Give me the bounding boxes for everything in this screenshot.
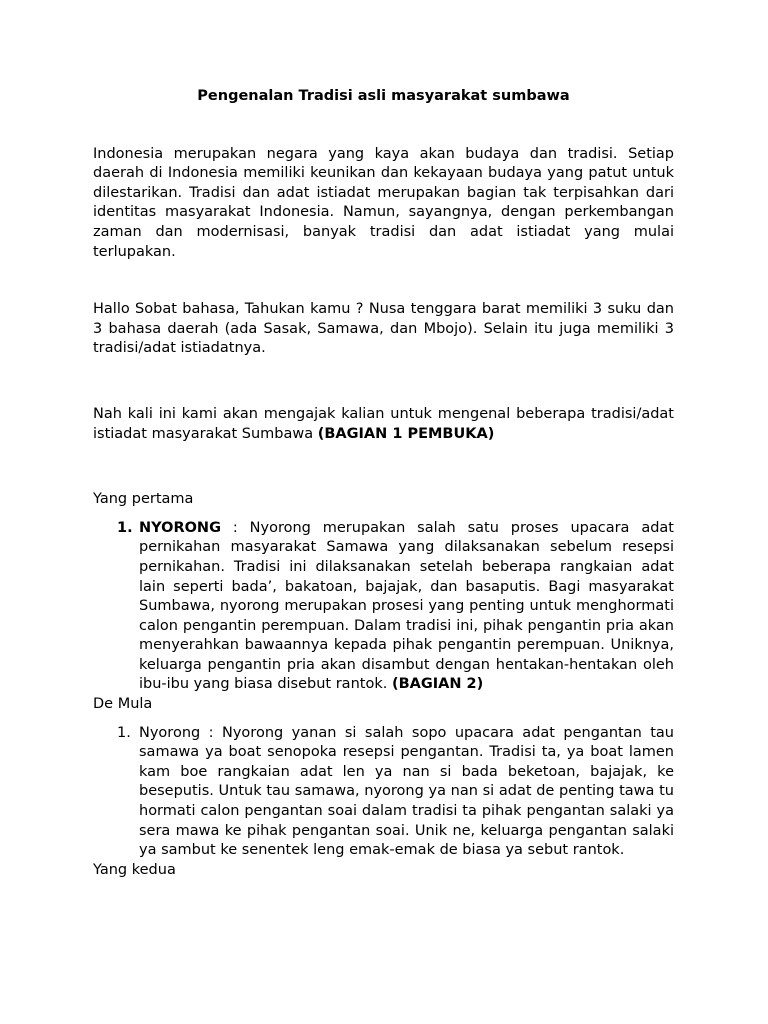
term-nyorong: NYORONG	[139, 519, 221, 536]
document-title: Pengenalan Tradisi asli masyarakat sumbawa	[197, 88, 570, 104]
list-item	[93, 724, 674, 861]
list-item-text: : Nyorong merupakan salah satu proses upacara adat pernikahan masyarakat Samawa yang dilaksanakan sebelum resepsi pernikahan. Tradisi ini dilaksanakan setelah beberapa rangkaian adat lain seperti bada’, bakatoan, bajajak, dan basaputis. Bagi masyarakat Sumbawa, nyorong merupakan prosesi yang penting untuk menghormati calon pengantin perempuan. Dalam tradisi ini, pihak pengantin pria akan menyerahkan bawaannya kepada pihak pengantin perempuan. Uniknya, keluarga pengantin pria akan disambut dengan hentakan-hentakan oleh ibu-ibu yang biasa disebut rantok.	[139, 519, 674, 693]
greeting-paragraph: Hallo Sobat bahasa, Tahukan kamu ? Nusa tenggara barat memiliki 3 suku dan 3 bahasa daerah (ada Sasak, Samawa, dan Mbojo). Selain itu juga memiliki 3 tradisi/adat istiadatnya.	[93, 301, 674, 357]
section-label-first: Yang pertama	[93, 491, 194, 508]
list-item-text: Nyorong : Nyorong yanan si salah sopo upacara adat pengantan tau samawa ya boat senopoka resepsi pengantan. Tradisi ta, ya boat lamen kam boe rangkaian adat len ya nan si bada beketoan, bajajak, ke beseputis. Untuk tau samawa, nyorong ya nan si adat de penting tawa tu hormati calon pengantan soai dalam tradisi ta pihak pengantan salaki ya sera mawa ke pihak pengantan soai. Unik ne, keluarga pengantan salaki ya sambut ke senentek leng emak-emak de biasa ya sebut rantok.	[139, 724, 674, 859]
list-item-number: 1.	[117, 519, 133, 536]
invitation-text: Nah kali ini kami akan mengajak kalian untuk mengenal beberapa tradisi/adat istiadat masyarakat Sumbawa	[93, 405, 674, 442]
part2-label: (BAGIAN 2)	[391, 676, 484, 693]
list-indonesian	[93, 519, 674, 695]
list-samawa	[93, 724, 674, 861]
list-item-number: 1.	[117, 724, 131, 741]
intro-paragraph: Indonesia merupakan negara yang kaya akan budaya dan tradisi. Setiap daerah di Indonesia memiliki keunikan dan kekayaan budaya yang patut untuk dilestarikan. Tradisi dan adat istiadat merupakan bagian tak terpisahkan dari identitas masyarakat Indonesia. Namun, sayangnya, dengan perkembangan zaman dan modernisasi, banyak tradisi dan adat istiadat yang mulai terlupakan.	[93, 145, 674, 260]
section-label-second: Yang kedua	[93, 861, 176, 878]
list-item	[93, 519, 674, 695]
part1-label: (BAGIAN 1 PEMBUKA)	[317, 425, 495, 442]
document-page	[93, 87, 674, 880]
section-label-de-mula: De Mula	[93, 696, 153, 713]
invitation-paragraph	[93, 405, 674, 444]
